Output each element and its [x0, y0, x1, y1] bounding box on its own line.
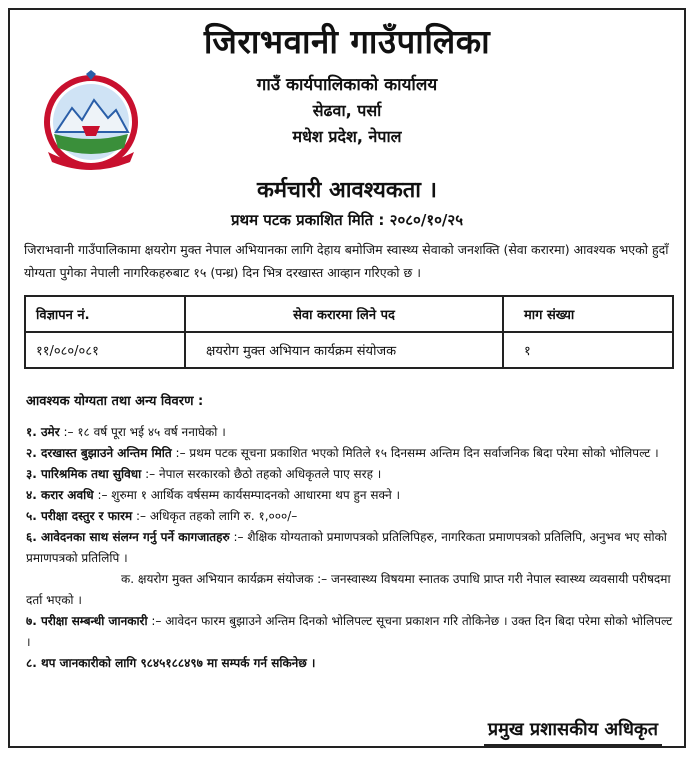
item-label: ६. आवेदनका साथ संलग्न गर्नु पर्ने कागजातहरु	[26, 530, 230, 544]
publish-date: प्रथम पटक प्रकाशित मिति : २०८०/१०/२५	[230, 211, 464, 229]
item-text: :– शैक्षिक योग्यताको प्रमाणपत्रको प्रतिलिपिहरु, नागरिकता प्रमाणपत्रको प्रतिलिपि, अनुभव भए सोको प्रमाणपत्रको प्रतिलिपि ।	[26, 530, 667, 565]
item-text: :– प्रथम पटक सूचना प्रकाशित भएको मितिले १५ दिनसम्म अन्तिम दिन सर्वाजनिक बिदा परेमा सोको भोलिपल्ट ।	[171, 446, 659, 460]
table-row	[25, 332, 673, 368]
table-cell: १	[503, 332, 673, 368]
item-text: :– १८ वर्ष पूरा भई ४५ वर्ष ननाघेको ।	[59, 425, 226, 439]
item-text: ८. थप जानकारीको लागि ९८४५१८८४९७ मा सम्पर्क गर्न सकिनेछ ।	[26, 656, 316, 670]
item-label: २. दरखास्त बुझाउने अन्तिम मिति	[26, 446, 172, 460]
province-name: मधेश प्रदेश, नेपाल	[292, 127, 402, 146]
qualifications-list	[26, 422, 674, 674]
list-item	[26, 443, 674, 464]
notice-page	[8, 8, 686, 748]
list-item	[26, 422, 674, 443]
item-label: ५. परीक्षा दस्तुर र फारम	[26, 509, 133, 523]
list-item	[26, 611, 674, 653]
municipality-title: जिराभवानी गाउँपालिका	[203, 22, 491, 61]
column-header: विज्ञापन नं.	[25, 296, 185, 332]
list-item	[26, 653, 674, 674]
list-item	[26, 464, 674, 485]
list-item	[26, 527, 674, 569]
signature-title: प्रमुख प्रशासकीय अधिकृत	[484, 717, 662, 746]
office-name: गाउँ कार्यपालिकाको कार्यालय	[256, 75, 438, 95]
item-label: ३. पारिश्रमिक तथा सुविधा	[26, 467, 142, 481]
item-text: क. क्षयरोग मुक्त अभियान कार्यक्रम संयोजक :– जनस्वास्थ्य विषयमा स्नातक उपाधि प्राप्त गरी नेपाल स्वास्थ्य व्यवसायी परीषदमा दर्ता भएको ।	[26, 572, 671, 607]
table-cell: ११/०८०/०८१	[25, 332, 185, 368]
list-item	[26, 506, 674, 527]
column-header: सेवा करारमा लिने पद	[185, 296, 503, 332]
item-label: १. उमेर	[26, 425, 60, 439]
table-cell: क्षयरोग मुक्त अभियान कार्यक्रम संयोजक	[185, 332, 503, 368]
item-text: :– नेपाल सरकारको छैठो तहको अधिकृतले पाए सरह ।	[141, 467, 382, 481]
list-item	[26, 485, 674, 506]
item-label: ४. करार अवधि	[26, 488, 94, 502]
qualifications-heading: आवश्यक योग्यता तथा अन्य विवरण :	[26, 394, 204, 409]
table-header-row	[25, 296, 673, 332]
office-location: सेढवा, पर्सा	[312, 101, 382, 120]
item-text: :– आवेदन फारम बुझाउने अन्तिम दिनको भोलिपल्ट सूचना प्रकाशन गरि तोकिनेछ । उक्त दिन बिदा परेमा सोको भोलिपल्ट ।	[26, 614, 673, 649]
column-header: माग संख्या	[503, 296, 673, 332]
intro-paragraph: जिराभवानी गाउँपालिकामा क्षयरोग मुक्त नेपाल अभियानका लागि देहाय बमोजिम स्वास्थ्य सेवाको जनशक्ति (सेवा करारमा) आवश्यक भएको हुदाँ योग्यता पुगेका नेपाली नागरिकहरुबाट १५ (पन्ध्र) दिन भित्र दरखास्त आव्हान गरिएको छ ।	[24, 242, 669, 280]
item-text: :– शुरुमा १ आर्थिक वर्षसम्म कार्यसम्पादनको आधारमा थप हुन सक्ने ।	[93, 488, 401, 502]
item-text: :– अधिकृत तहको लागि रु. १,०००/–	[132, 509, 298, 523]
item-label: ७. परीक्षा सम्बन्धी जानकारी	[26, 614, 148, 628]
list-item	[26, 569, 674, 611]
notice-heading: कर्मचारी आवश्यकता ।	[256, 178, 438, 203]
vacancy-table	[24, 295, 674, 369]
